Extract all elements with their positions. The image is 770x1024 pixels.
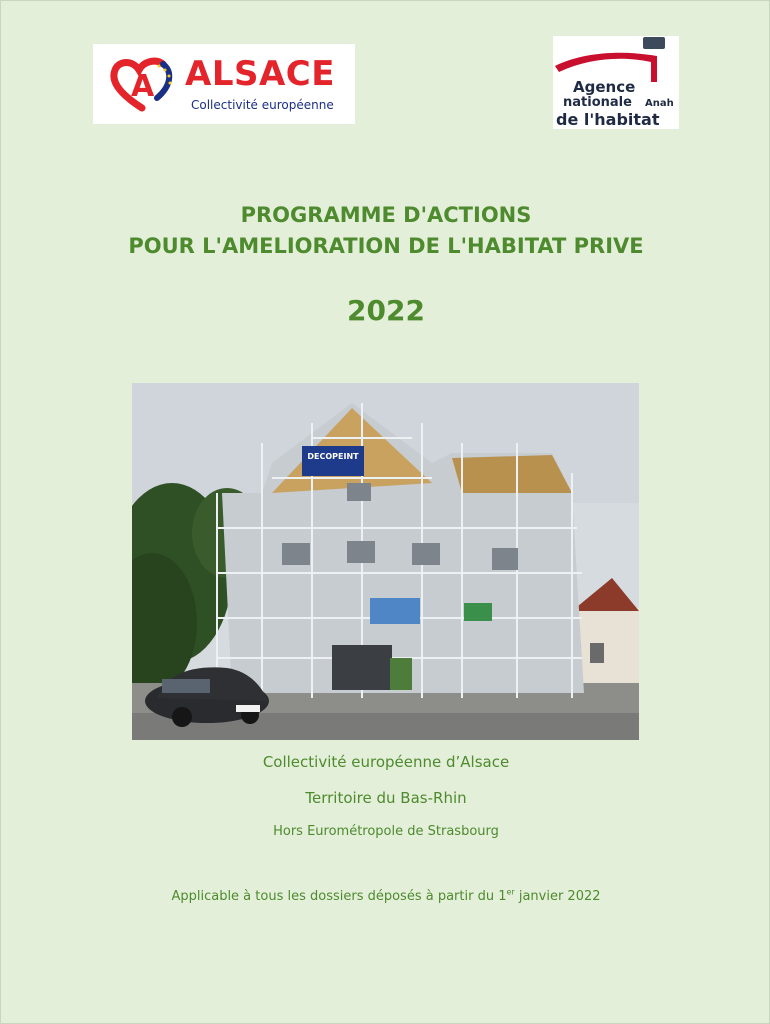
collectivite-line: Collectivité européenne d’Alsace <box>262 753 510 771</box>
anah-logo-line4: de l'habitat <box>556 110 660 129</box>
applicable-line <box>1 889 770 904</box>
hors-line: Hors Eurométropole de Strasbourg <box>273 824 499 839</box>
applicable-text: Applicable à tous les dossiers déposés à partir du 1 <box>171 889 507 904</box>
anah-swoosh-icon <box>553 42 679 82</box>
anah-logo-line1: Agence <box>573 78 636 96</box>
page-title-line2: POUR L'AMELIORATION DE L'HABITAT PRIVE <box>128 234 644 258</box>
alsace-logo-subtitle: Collectivité européenne <box>191 98 334 112</box>
alsace-logo <box>93 44 355 124</box>
building-photo <box>132 383 639 740</box>
alsace-heart-icon <box>107 56 177 112</box>
applicable-date: janvier 2022 <box>514 889 601 904</box>
anah-logo <box>553 36 679 129</box>
anah-logo-line3: Anah <box>645 98 674 109</box>
anah-logo-line2: nationale <box>563 95 632 110</box>
page-title-line1: PROGRAMME D'ACTIONS <box>240 203 532 227</box>
page-year: 2022 <box>347 294 425 327</box>
photo-banner-text: DECOPEINT <box>307 452 359 461</box>
svg-text:A: A <box>131 69 155 104</box>
territoire-line: Territoire du Bas-Rhin <box>305 789 467 807</box>
alsace-logo-name: ALSACE <box>185 54 335 94</box>
applicable-superscript: er <box>506 887 515 897</box>
